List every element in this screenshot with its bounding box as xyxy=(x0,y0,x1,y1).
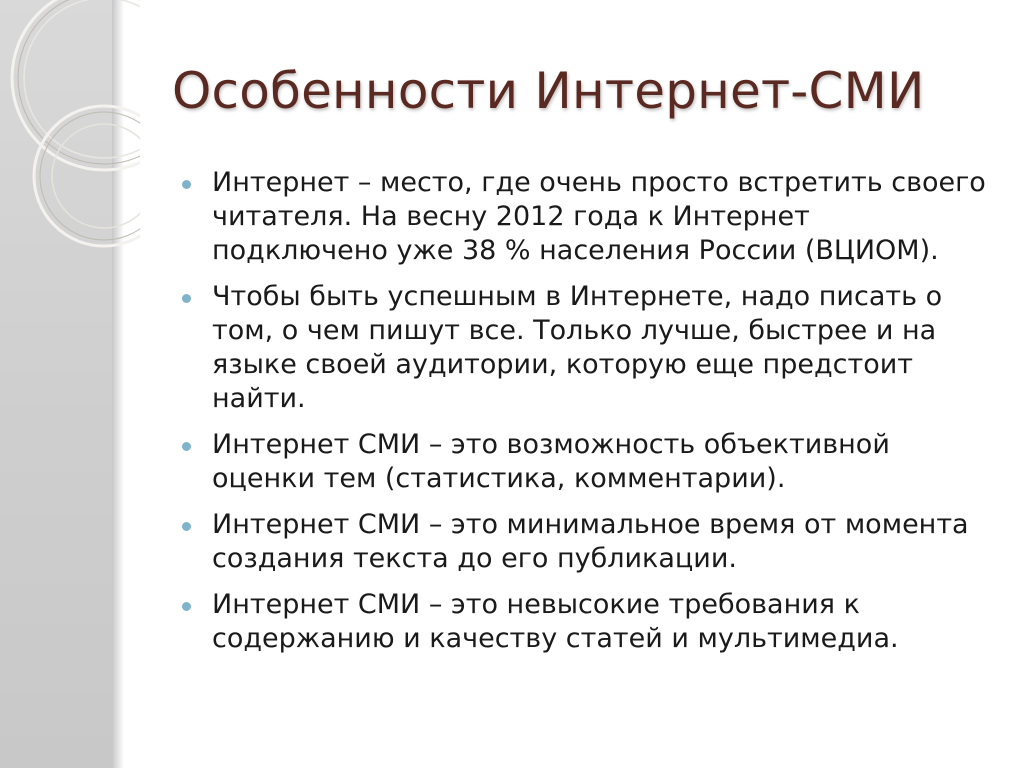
bullet-item xyxy=(182,508,992,576)
bullet-dot-icon xyxy=(182,294,191,303)
bullet-text: Интернет СМИ – это невысокие требования к содержанию и качеству статей и мультимедиа. xyxy=(212,589,899,654)
bullet-dot-icon xyxy=(182,602,191,611)
bullet-text: Интернет СМИ – это возможность объективной оценки тем (статистика, комментарии). xyxy=(212,429,890,494)
bullet-text: Чтобы быть успешным в Интернете, надо писать о том, о чем пишут все. Только лучше, быстрее и на языке своей аудитории, которую еще предстоит найти. xyxy=(212,281,943,414)
slide-title: Особенности Интернет-СМИ xyxy=(172,62,925,120)
bullet-text: Интернет – место, где очень просто встретить своего читателя. На весну 2012 года к Интернет подключено уже 38 % населения России (ВЦИОМ). xyxy=(212,167,986,266)
bullet-item xyxy=(182,428,992,496)
bullet-dot-icon xyxy=(182,522,191,531)
bullet-list xyxy=(182,166,992,668)
bullet-dot-icon xyxy=(182,180,191,189)
concentric-rings-icon xyxy=(0,0,140,280)
bullet-item xyxy=(182,166,992,268)
bullet-text: Интернет СМИ – это минимальное время от момента создания текста до его публикации. xyxy=(212,509,969,574)
bullet-item xyxy=(182,588,992,656)
bullet-item xyxy=(182,280,992,416)
bullet-dot-icon xyxy=(182,442,191,451)
